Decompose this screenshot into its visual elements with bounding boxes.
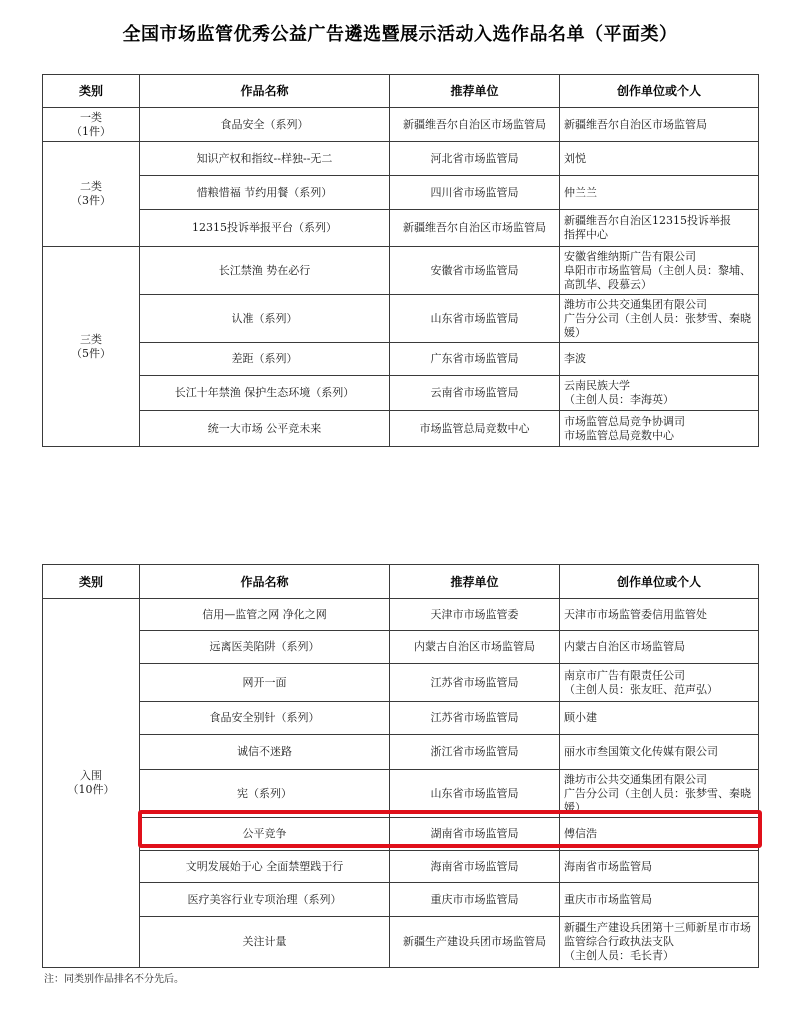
table-row	[43, 247, 759, 295]
recommender-cell: 重庆市市场监管局	[390, 883, 560, 917]
category-cell	[43, 599, 140, 968]
header-recommender: 推荐单位	[390, 565, 560, 599]
creator-line: 广告分公司（主创人员：张梦雪、秦晓	[564, 786, 751, 800]
creator-line: 仲兰兰	[564, 185, 597, 199]
creator-line: 广告分公司（主创人员：张梦雪、秦晓	[564, 311, 751, 325]
recommender-cell: 新疆生产建设兵团市场监管局	[390, 917, 560, 968]
table-header-row	[43, 565, 759, 599]
work-cell: 12315投诉举报平台（系列）	[140, 210, 390, 247]
table-row	[43, 770, 759, 818]
category-count: （3件）	[71, 194, 111, 207]
table-row	[43, 376, 759, 411]
creator-line: 丽水市叁国策文化传媒有限公司	[564, 745, 718, 758]
winners-table	[42, 74, 759, 447]
footnote: 注：同类别作品排名不分先后。	[44, 974, 184, 985]
creator-cell	[560, 176, 759, 210]
creator-line: 高凯华、段慕云）	[564, 277, 652, 291]
table-row	[43, 411, 759, 447]
creator-cell	[560, 883, 759, 917]
creator-cell	[560, 376, 759, 411]
table-row	[43, 851, 759, 883]
creator-cell	[560, 343, 759, 376]
recommender-cell: 山东省市场监管局	[390, 295, 560, 343]
table-row	[43, 631, 759, 664]
recommender-cell: 市场监管总局竞数中心	[390, 411, 560, 447]
table-row	[43, 176, 759, 210]
creator-line: （主创人员：毛长青）	[564, 949, 674, 962]
shortlist-table	[42, 564, 759, 968]
creator-cell	[560, 818, 759, 851]
category-cell	[43, 247, 140, 447]
creator-cell	[560, 631, 759, 664]
creator-line: 刘悦	[564, 151, 586, 165]
category-count: （1件）	[71, 124, 111, 138]
table-row	[43, 210, 759, 247]
work-cell: 医疗美容行业专项治理（系列）	[140, 883, 390, 917]
table-row	[43, 735, 759, 770]
creator-line: 新疆生产建设兵团第十三师新星市市场	[564, 921, 751, 934]
table-row	[43, 664, 759, 702]
work-cell: 关注计量	[140, 917, 390, 968]
header-work: 作品名称	[140, 75, 390, 108]
document-title: 全国市场监管优秀公益广告遴选暨展示活动入选作品名单（平面类）	[122, 24, 678, 45]
creator-cell	[560, 917, 759, 968]
creator-line: 市场监管总局竞争协调司	[564, 414, 685, 428]
creator-cell	[560, 411, 759, 447]
header-work: 作品名称	[140, 565, 390, 599]
header-creator: 创作单位或个人	[560, 565, 759, 599]
creator-line: （主创人员：张友旺、范声弘）	[564, 682, 718, 696]
recommender-cell: 浙江省市场监管局	[390, 735, 560, 770]
table-row	[43, 295, 759, 343]
category-name: 入围	[80, 769, 102, 782]
table-row	[43, 599, 759, 631]
table-row	[43, 702, 759, 735]
creator-line: 阜阳市市场监管局（主创人员：黎埔、	[564, 263, 751, 277]
creator-line: 内蒙古自治区市场监管局	[564, 640, 685, 653]
creator-cell	[560, 210, 759, 247]
creator-cell	[560, 295, 759, 343]
creator-line: 潍坊市公共交通集团有限公司	[564, 772, 707, 786]
recommender-cell: 广东省市场监管局	[390, 343, 560, 376]
work-cell: 长江十年禁渔 保护生态环境（系列）	[140, 376, 390, 411]
creator-line: 潍坊市公共交通集团有限公司	[564, 297, 707, 311]
work-cell: 公平竞争	[140, 818, 390, 851]
table-row	[43, 917, 759, 968]
work-cell: 食品安全（系列）	[140, 108, 390, 142]
creator-cell	[560, 851, 759, 883]
creator-line: 云南民族大学	[564, 379, 630, 392]
category-cell	[43, 142, 140, 247]
creator-line: 指挥中心	[564, 228, 608, 241]
creator-line: 重庆市市场监管局	[564, 892, 652, 906]
table-header-row	[43, 75, 759, 108]
table-row	[43, 883, 759, 917]
recommender-cell: 江苏省市场监管局	[390, 702, 560, 735]
header-creator: 创作单位或个人	[560, 75, 759, 108]
work-cell: 宪（系列）	[140, 770, 390, 818]
table-row	[43, 818, 759, 851]
work-cell: 诚信不迷路	[140, 735, 390, 770]
creator-line: 市场监管总局竞数中心	[564, 428, 674, 442]
work-cell: 统一大市场 公平竞未来	[140, 411, 390, 447]
header-category: 类别	[43, 75, 140, 108]
category-name: 二类	[80, 180, 102, 193]
work-cell: 网开一面	[140, 664, 390, 702]
recommender-cell: 河北省市场监管局	[390, 142, 560, 176]
creator-line: 李波	[564, 352, 586, 365]
work-cell: 信用—监管之网 净化之网	[140, 599, 390, 631]
recommender-cell: 新疆维吾尔自治区市场监管局	[390, 108, 560, 142]
work-cell: 远离医美陷阱（系列）	[140, 631, 390, 664]
table-row	[43, 142, 759, 176]
recommender-cell: 湖南省市场监管局	[390, 818, 560, 851]
creator-cell	[560, 770, 759, 818]
creator-cell	[560, 108, 759, 142]
creator-cell	[560, 735, 759, 770]
table-row	[43, 108, 759, 142]
creator-line: 安徽省维纳斯广告有限公司	[564, 249, 696, 263]
recommender-cell: 天津市市场监管委	[390, 599, 560, 631]
category-count: （5件）	[71, 346, 111, 360]
work-cell: 知识产权和指纹--样独--无二	[140, 142, 390, 176]
table-row	[43, 343, 759, 376]
creator-cell	[560, 142, 759, 176]
creator-line: 傅信浩	[564, 827, 597, 840]
work-cell: 认准（系列）	[140, 295, 390, 343]
work-cell: 差距（系列）	[140, 343, 390, 376]
creator-cell	[560, 599, 759, 631]
recommender-cell: 云南省市场监管局	[390, 376, 560, 411]
creator-line: 监管综合行政执法支队	[564, 935, 674, 948]
recommender-cell: 四川省市场监管局	[390, 176, 560, 210]
creator-line: （主创人员：李海英）	[564, 393, 674, 406]
creator-cell	[560, 247, 759, 295]
category-name: 一类	[80, 110, 102, 124]
work-cell: 惜粮惜福 节约用餐（系列）	[140, 176, 390, 210]
work-cell: 食品安全别针（系列）	[140, 702, 390, 735]
creator-line: 南京市广告有限责任公司	[564, 668, 685, 682]
creator-line: 媛）	[564, 325, 586, 339]
recommender-cell: 海南省市场监管局	[390, 851, 560, 883]
creator-line: 顾小建	[564, 711, 597, 724]
creator-cell	[560, 702, 759, 735]
category-cell	[43, 108, 140, 142]
header-recommender: 推荐单位	[390, 75, 560, 108]
recommender-cell: 山东省市场监管局	[390, 770, 560, 818]
category-name: 三类	[80, 332, 102, 346]
creator-line: 新疆维吾尔自治区市场监管局	[564, 117, 707, 131]
creator-line: 天津市市场监管委信用监管处	[564, 607, 707, 621]
header-category: 类别	[43, 565, 140, 599]
category-count: （10件）	[67, 783, 115, 796]
work-cell: 文明发展始于心 全面禁塑践于行	[140, 851, 390, 883]
creator-cell	[560, 664, 759, 702]
work-cell: 长江禁渔 势在必行	[140, 247, 390, 295]
recommender-cell: 安徽省市场监管局	[390, 247, 560, 295]
recommender-cell: 内蒙古自治区市场监管局	[390, 631, 560, 664]
creator-line: 新疆维吾尔自治区12315投诉举报	[564, 214, 731, 227]
recommender-cell: 新疆维吾尔自治区市场监管局	[390, 210, 560, 247]
creator-line: 媛）	[564, 800, 586, 814]
creator-line: 海南省市场监管局	[564, 859, 652, 873]
recommender-cell: 江苏省市场监管局	[390, 664, 560, 702]
